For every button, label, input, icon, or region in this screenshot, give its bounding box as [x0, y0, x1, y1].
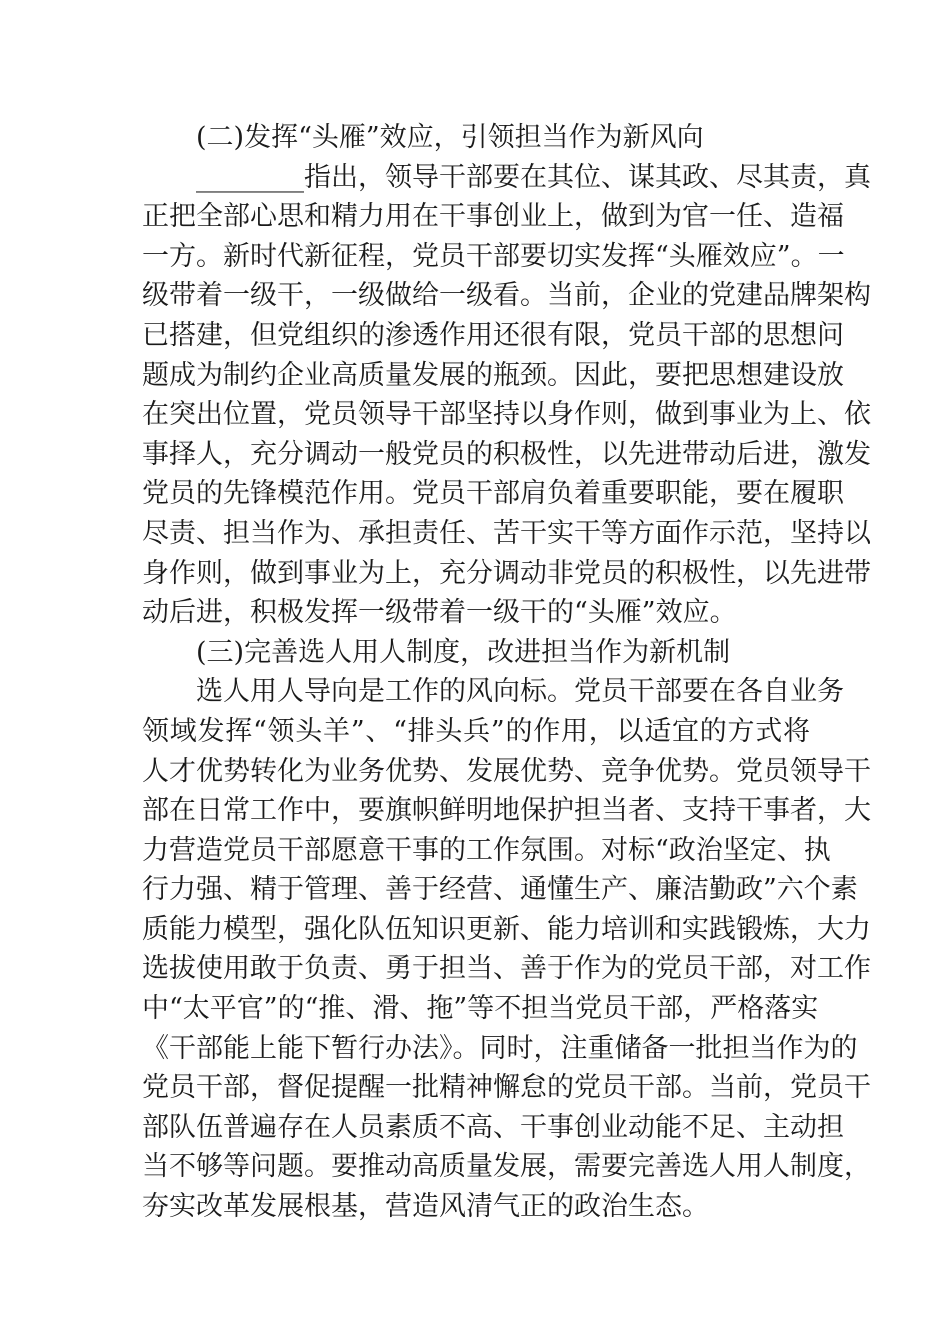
paragraph-line: 选人用人导向是工作的风向标。党员干部要在各自业务 — [196, 676, 844, 708]
paragraph-line: 动后进，积极发挥一级带着一级干的“头雁”效应。 — [142, 597, 737, 629]
paragraph-line: 当不够等问题。要推动高质量发展，需要完善选人用人制度， — [142, 1151, 871, 1183]
paragraph — [142, 158, 871, 633]
paragraph-line: 在突出位置，党员领导干部坚持以身作则，做到事业为上、依 — [142, 399, 871, 431]
paragraph-line: 身作则，做到事业为上，充分调动非党员的积极性，以先进带 — [142, 557, 871, 589]
section-heading: (二)发挥“头雁”效应，引领担当作为新风向 — [196, 122, 704, 153]
paragraph-line: 人才优势转化为业务优势、发展优势、竞争优势。党员领导干 — [142, 755, 871, 787]
document-body — [142, 118, 871, 1227]
paragraph-line: 《干部能上能下暂行办法》。同时，注重储备一批担当作为的 — [142, 1032, 858, 1064]
paragraph-line: 一方。新时代新征程，党员干部要切实发挥“头雁效应”。一 — [142, 240, 845, 272]
paragraph-line: 选拔使用敢于负责、勇于担当、善于作为的党员干部，对工作 — [142, 953, 871, 985]
paragraph — [142, 672, 871, 1226]
paragraph-line: 尽责、担当作为、承担责任、苦干实干等方面作示范，坚持以 — [142, 517, 871, 549]
paragraph-line: 力营造党员干部愿意干事的工作氛围。对标“政治坚定、执 — [142, 834, 831, 866]
section-two — [142, 118, 871, 633]
paragraph-line: 事择人，充分调动一般党员的积极性，以先进带动后进，激发 — [142, 438, 871, 470]
paragraph-line: 领域发挥“领头羊”、“排头兵”的作用，以适宜的方式将 — [142, 715, 810, 747]
paragraph-line: 级带着一级干，一级做给一级看。当前，企业的党建品牌架构 — [142, 280, 871, 312]
paragraph-line: 党员干部，督促提醒一批精神懈怠的党员干部。当前，党员干 — [142, 1072, 871, 1104]
paragraph-line: 中“太平官”的“推、滑、拖”等不担当党员干部，严格落实 — [142, 993, 819, 1025]
paragraph-line: 质能力模型，强化队伍知识更新、能力培训和实践锻炼，大力 — [142, 913, 871, 945]
paragraph-line: 正把全部心思和精力用在干事创业上，做到为官一任、造福 — [142, 201, 844, 233]
paragraph-line: ________指出，领导干部要在其位、谋其政、尽其责，真 — [196, 161, 871, 193]
paragraph-line: 行力强、精于管理、善于经营、通懂生产、廉洁勤政”六个素 — [142, 874, 858, 906]
paragraph-line: 党员的先锋模范作用。党员干部肩负着重要职能，要在履职 — [142, 478, 844, 510]
paragraph-line: 夯实改革发展根基，营造风清气正的政治生态。 — [142, 1191, 709, 1223]
section-heading: (三)完善选人用人制度，改进担当作为新机制 — [196, 636, 731, 668]
paragraph-line: 已搭建，但党组织的渗透作用还很有限，党员干部的思想问 — [142, 319, 844, 351]
section-three — [142, 633, 871, 1227]
paragraph-line: 部在日常工作中，要旗帜鲜明地保护担当者、支持干事者，大 — [142, 795, 871, 827]
paragraph-line: 部队伍普遍存在人员素质不高、干事创业动能不足、主动担 — [142, 1111, 844, 1143]
paragraph-line: 题成为制约企业高质量发展的瓶颈。因此，要把思想建设放 — [142, 359, 844, 391]
